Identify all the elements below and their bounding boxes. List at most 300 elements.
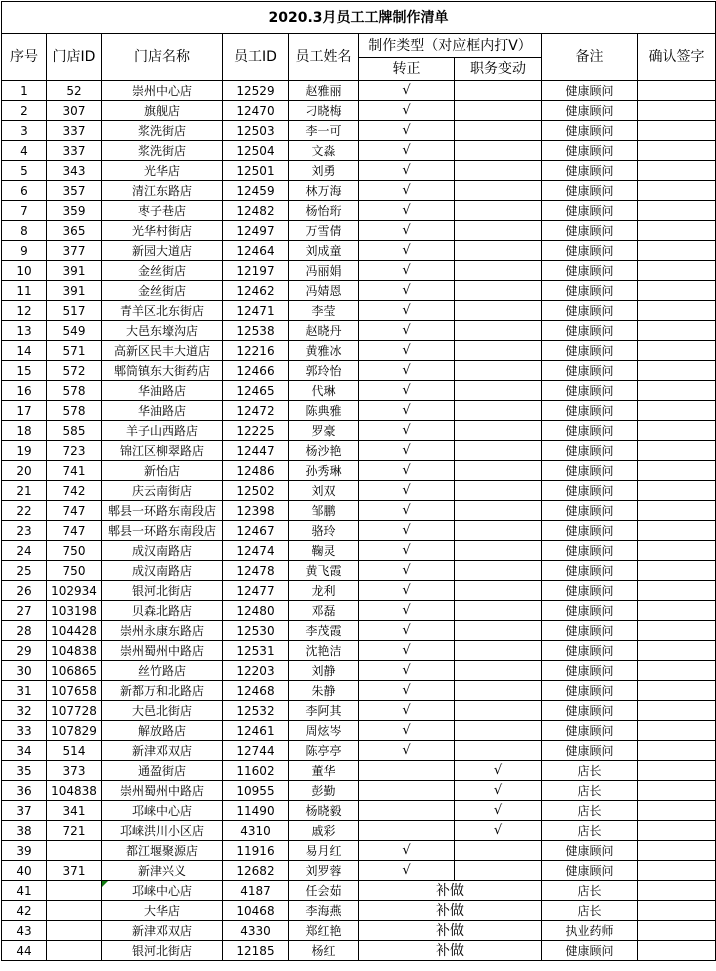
cell-emp-id[interactable]: 12530: [223, 621, 289, 641]
cell-emp-name[interactable]: 赵雅丽: [289, 81, 359, 101]
cell-store-id[interactable]: 357: [47, 181, 102, 201]
cell-seq[interactable]: 14: [2, 341, 47, 361]
cell-remark[interactable]: 健康顾问: [542, 621, 638, 641]
cell-store-id[interactable]: 103198: [47, 601, 102, 621]
cell-remark[interactable]: 店长: [542, 901, 638, 921]
cell-store-name[interactable]: 浆洗街店: [102, 121, 223, 141]
cell-emp-id[interactable]: 12502: [223, 481, 289, 501]
cell-seq[interactable]: 43: [2, 921, 47, 941]
cell-type-regular[interactable]: √: [359, 541, 455, 561]
cell-type-regular[interactable]: √: [359, 81, 455, 101]
cell-seq[interactable]: 6: [2, 181, 47, 201]
cell-emp-id[interactable]: 11916: [223, 841, 289, 861]
cell-confirm[interactable]: [638, 341, 716, 361]
cell-type-change[interactable]: [455, 121, 542, 141]
cell-confirm[interactable]: [638, 781, 716, 801]
cell-emp-name[interactable]: 郑红艳: [289, 921, 359, 941]
cell-store-id[interactable]: 371: [47, 861, 102, 881]
cell-type-regular[interactable]: [359, 821, 455, 841]
cell-store-id[interactable]: 747: [47, 501, 102, 521]
cell-confirm[interactable]: [638, 481, 716, 501]
cell-store-id[interactable]: 107829: [47, 721, 102, 741]
cell-confirm[interactable]: [638, 381, 716, 401]
cell-remark[interactable]: 店长: [542, 821, 638, 841]
cell-remark[interactable]: 健康顾问: [542, 641, 638, 661]
cell-remark[interactable]: 健康顾问: [542, 721, 638, 741]
cell-store-name[interactable]: 解放路店: [102, 721, 223, 741]
cell-store-name[interactable]: 通盈街店: [102, 761, 223, 781]
cell-type-change[interactable]: √: [455, 761, 542, 781]
cell-type-change[interactable]: [455, 701, 542, 721]
cell-emp-name[interactable]: 李海燕: [289, 901, 359, 921]
cell-type-regular[interactable]: √: [359, 661, 455, 681]
cell-type-regular[interactable]: √: [359, 441, 455, 461]
cell-emp-name[interactable]: 冯婧恩: [289, 281, 359, 301]
cell-confirm[interactable]: [638, 81, 716, 101]
cell-type-change[interactable]: [455, 721, 542, 741]
cell-confirm[interactable]: [638, 661, 716, 681]
cell-store-id[interactable]: 365: [47, 221, 102, 241]
cell-confirm[interactable]: [638, 521, 716, 541]
cell-seq[interactable]: 40: [2, 861, 47, 881]
cell-remark[interactable]: 健康顾问: [542, 181, 638, 201]
cell-store-id[interactable]: 107728: [47, 701, 102, 721]
cell-remark[interactable]: 健康顾问: [542, 661, 638, 681]
cell-emp-name[interactable]: 冯丽娟: [289, 261, 359, 281]
cell-seq[interactable]: 12: [2, 301, 47, 321]
cell-remark[interactable]: 健康顾问: [542, 341, 638, 361]
cell-store-id[interactable]: [47, 901, 102, 921]
cell-seq[interactable]: 21: [2, 481, 47, 501]
cell-store-name[interactable]: 新园大道店: [102, 241, 223, 261]
cell-confirm[interactable]: [638, 901, 716, 921]
cell-store-name[interactable]: 新津兴义: [102, 861, 223, 881]
cell-emp-id[interactable]: 12532: [223, 701, 289, 721]
cell-store-id[interactable]: 343: [47, 161, 102, 181]
cell-type-change[interactable]: [455, 481, 542, 501]
cell-store-name[interactable]: 庆云南街店: [102, 481, 223, 501]
cell-type-change[interactable]: [455, 281, 542, 301]
cell-emp-name[interactable]: 赵晓丹: [289, 321, 359, 341]
cell-emp-id[interactable]: 12682: [223, 861, 289, 881]
cell-seq[interactable]: 27: [2, 601, 47, 621]
cell-store-name[interactable]: 银河北街店: [102, 581, 223, 601]
cell-remark[interactable]: 店长: [542, 881, 638, 901]
cell-type-regular[interactable]: √: [359, 161, 455, 181]
cell-seq[interactable]: 20: [2, 461, 47, 481]
cell-remark[interactable]: 健康顾问: [542, 281, 638, 301]
cell-remark[interactable]: 健康顾问: [542, 141, 638, 161]
cell-store-name[interactable]: 大华店: [102, 901, 223, 921]
cell-store-name[interactable]: 青羊区北东街店: [102, 301, 223, 321]
cell-type-change[interactable]: [455, 461, 542, 481]
cell-type-regular[interactable]: √: [359, 401, 455, 421]
cell-confirm[interactable]: [638, 921, 716, 941]
cell-store-id[interactable]: 102934: [47, 581, 102, 601]
cell-remark[interactable]: 健康顾问: [542, 101, 638, 121]
cell-type-regular[interactable]: √: [359, 221, 455, 241]
cell-store-name[interactable]: 崇州蜀州中路店: [102, 641, 223, 661]
cell-store-id[interactable]: 585: [47, 421, 102, 441]
cell-confirm[interactable]: [638, 861, 716, 881]
cell-seq[interactable]: 41: [2, 881, 47, 901]
cell-emp-id[interactable]: 12482: [223, 201, 289, 221]
cell-type-merged[interactable]: 补做: [359, 881, 542, 901]
cell-store-id[interactable]: 106865: [47, 661, 102, 681]
cell-confirm[interactable]: [638, 301, 716, 321]
cell-store-name[interactable]: 崇州中心店: [102, 81, 223, 101]
cell-store-name[interactable]: 羊子山西路店: [102, 421, 223, 441]
cell-store-name[interactable]: 大邑北街店: [102, 701, 223, 721]
cell-seq[interactable]: 16: [2, 381, 47, 401]
cell-emp-id[interactable]: 12486: [223, 461, 289, 481]
cell-seq[interactable]: 29: [2, 641, 47, 661]
cell-emp-name[interactable]: 邓磊: [289, 601, 359, 621]
cell-type-change[interactable]: [455, 681, 542, 701]
cell-type-change[interactable]: [455, 441, 542, 461]
cell-emp-name[interactable]: 李一可: [289, 121, 359, 141]
cell-store-id[interactable]: [47, 941, 102, 961]
cell-type-change[interactable]: [455, 601, 542, 621]
cell-store-id[interactable]: [47, 841, 102, 861]
cell-emp-name[interactable]: 黄雅冰: [289, 341, 359, 361]
cell-type-regular[interactable]: √: [359, 681, 455, 701]
cell-seq[interactable]: 7: [2, 201, 47, 221]
cell-type-regular[interactable]: √: [359, 701, 455, 721]
cell-store-name[interactable]: 新津邓双店: [102, 921, 223, 941]
cell-store-id[interactable]: [47, 881, 102, 901]
cell-remark[interactable]: 执业药师: [542, 921, 638, 941]
cell-confirm[interactable]: [638, 121, 716, 141]
cell-type-change[interactable]: [455, 341, 542, 361]
cell-emp-id[interactable]: 11602: [223, 761, 289, 781]
cell-emp-id[interactable]: 12503: [223, 121, 289, 141]
cell-remark[interactable]: 健康顾问: [542, 401, 638, 421]
cell-emp-name[interactable]: 刘双: [289, 481, 359, 501]
cell-store-id[interactable]: 373: [47, 761, 102, 781]
cell-seq[interactable]: 34: [2, 741, 47, 761]
cell-store-name[interactable]: 邛崃中心店: [102, 801, 223, 821]
cell-type-change[interactable]: [455, 401, 542, 421]
cell-remark[interactable]: 健康顾问: [542, 941, 638, 961]
cell-emp-name[interactable]: 李阿其: [289, 701, 359, 721]
cell-type-change[interactable]: [455, 741, 542, 761]
cell-confirm[interactable]: [638, 321, 716, 341]
cell-emp-name[interactable]: 鞠灵: [289, 541, 359, 561]
cell-remark[interactable]: 健康顾问: [542, 541, 638, 561]
cell-confirm[interactable]: [638, 261, 716, 281]
cell-emp-id[interactable]: 12474: [223, 541, 289, 561]
cell-seq[interactable]: 25: [2, 561, 47, 581]
cell-confirm[interactable]: [638, 721, 716, 741]
cell-confirm[interactable]: [638, 421, 716, 441]
cell-store-id[interactable]: 359: [47, 201, 102, 221]
cell-emp-id[interactable]: 12464: [223, 241, 289, 261]
cell-store-id[interactable]: 377: [47, 241, 102, 261]
cell-emp-id[interactable]: 12185: [223, 941, 289, 961]
cell-seq[interactable]: 32: [2, 701, 47, 721]
cell-confirm[interactable]: [638, 101, 716, 121]
cell-store-id[interactable]: 517: [47, 301, 102, 321]
cell-emp-id[interactable]: 4310: [223, 821, 289, 841]
cell-remark[interactable]: 健康顾问: [542, 261, 638, 281]
cell-type-regular[interactable]: √: [359, 121, 455, 141]
cell-remark[interactable]: 健康顾问: [542, 521, 638, 541]
cell-emp-name[interactable]: 任会茹: [289, 881, 359, 901]
cell-type-regular[interactable]: √: [359, 301, 455, 321]
cell-store-id[interactable]: 578: [47, 401, 102, 421]
cell-type-regular[interactable]: √: [359, 721, 455, 741]
cell-remark[interactable]: 健康顾问: [542, 681, 638, 701]
cell-type-regular[interactable]: √: [359, 641, 455, 661]
cell-store-name[interactable]: 清江东路店: [102, 181, 223, 201]
cell-store-id[interactable]: 307: [47, 101, 102, 121]
cell-type-change[interactable]: [455, 561, 542, 581]
cell-seq[interactable]: 33: [2, 721, 47, 741]
cell-type-change[interactable]: [455, 321, 542, 341]
cell-type-regular[interactable]: √: [359, 241, 455, 261]
cell-remark[interactable]: 健康顾问: [542, 361, 638, 381]
cell-type-change[interactable]: [455, 81, 542, 101]
cell-emp-name[interactable]: 易月红: [289, 841, 359, 861]
cell-store-name[interactable]: 丝竹路店: [102, 661, 223, 681]
cell-store-id[interactable]: 391: [47, 261, 102, 281]
cell-type-change[interactable]: [455, 521, 542, 541]
cell-confirm[interactable]: [638, 741, 716, 761]
cell-seq[interactable]: 3: [2, 121, 47, 141]
cell-emp-name[interactable]: 李莹: [289, 301, 359, 321]
cell-type-regular[interactable]: √: [359, 141, 455, 161]
cell-type-change[interactable]: [455, 501, 542, 521]
cell-emp-name[interactable]: 黄飞霞: [289, 561, 359, 581]
cell-emp-name[interactable]: 彭勤: [289, 781, 359, 801]
cell-seq[interactable]: 4: [2, 141, 47, 161]
cell-confirm[interactable]: [638, 621, 716, 641]
cell-type-change[interactable]: √: [455, 781, 542, 801]
cell-seq[interactable]: 19: [2, 441, 47, 461]
cell-confirm[interactable]: [638, 201, 716, 221]
cell-emp-id[interactable]: 12465: [223, 381, 289, 401]
cell-type-change[interactable]: [455, 421, 542, 441]
cell-emp-name[interactable]: 董华: [289, 761, 359, 781]
cell-type-change[interactable]: [455, 621, 542, 641]
cell-store-id[interactable]: [47, 921, 102, 941]
cell-emp-id[interactable]: 11490: [223, 801, 289, 821]
cell-confirm[interactable]: [638, 581, 716, 601]
cell-remark[interactable]: 健康顾问: [542, 321, 638, 341]
cell-store-name[interactable]: 光华村街店: [102, 221, 223, 241]
cell-emp-name[interactable]: 周炫岑: [289, 721, 359, 741]
cell-remark[interactable]: 健康顾问: [542, 581, 638, 601]
cell-emp-name[interactable]: 罗豪: [289, 421, 359, 441]
cell-remark[interactable]: 健康顾问: [542, 241, 638, 261]
cell-store-name[interactable]: 郫筒镇东大街药店: [102, 361, 223, 381]
cell-store-id[interactable]: 571: [47, 341, 102, 361]
cell-emp-name[interactable]: 沈艳洁: [289, 641, 359, 661]
cell-remark[interactable]: 健康顾问: [542, 861, 638, 881]
cell-confirm[interactable]: [638, 541, 716, 561]
cell-emp-name[interactable]: 骆玲: [289, 521, 359, 541]
cell-remark[interactable]: 健康顾问: [542, 121, 638, 141]
cell-store-name[interactable]: 华油路店: [102, 401, 223, 421]
cell-store-name[interactable]: 新怡店: [102, 461, 223, 481]
cell-emp-id[interactable]: 12531: [223, 641, 289, 661]
cell-store-id[interactable]: 514: [47, 741, 102, 761]
cell-type-change[interactable]: [455, 101, 542, 121]
cell-type-regular[interactable]: √: [359, 861, 455, 881]
cell-remark[interactable]: 店长: [542, 761, 638, 781]
cell-type-regular[interactable]: √: [359, 361, 455, 381]
cell-emp-name[interactable]: 戚彩: [289, 821, 359, 841]
cell-type-regular[interactable]: √: [359, 321, 455, 341]
cell-confirm[interactable]: [638, 941, 716, 961]
cell-remark[interactable]: 健康顾问: [542, 421, 638, 441]
cell-emp-id[interactable]: 12197: [223, 261, 289, 281]
cell-store-name[interactable]: 旗舰店: [102, 101, 223, 121]
cell-store-name[interactable]: 锦江区柳翠路店: [102, 441, 223, 461]
cell-type-regular[interactable]: √: [359, 341, 455, 361]
cell-emp-id[interactable]: 12470: [223, 101, 289, 121]
cell-confirm[interactable]: [638, 281, 716, 301]
cell-confirm[interactable]: [638, 161, 716, 181]
cell-type-change[interactable]: [455, 161, 542, 181]
cell-confirm[interactable]: [638, 441, 716, 461]
cell-type-merged[interactable]: 补做: [359, 941, 542, 961]
cell-remark[interactable]: 健康顾问: [542, 161, 638, 181]
cell-type-change[interactable]: [455, 541, 542, 561]
cell-remark[interactable]: 店长: [542, 801, 638, 821]
cell-emp-id[interactable]: 12461: [223, 721, 289, 741]
cell-seq[interactable]: 9: [2, 241, 47, 261]
cell-store-id[interactable]: 721: [47, 821, 102, 841]
cell-confirm[interactable]: [638, 141, 716, 161]
cell-emp-name[interactable]: 刘勇: [289, 161, 359, 181]
cell-confirm[interactable]: [638, 641, 716, 661]
cell-store-id[interactable]: 549: [47, 321, 102, 341]
cell-seq[interactable]: 35: [2, 761, 47, 781]
cell-seq[interactable]: 17: [2, 401, 47, 421]
cell-emp-name[interactable]: 林万海: [289, 181, 359, 201]
cell-type-merged[interactable]: 补做: [359, 921, 542, 941]
cell-confirm[interactable]: [638, 681, 716, 701]
cell-emp-id[interactable]: 12203: [223, 661, 289, 681]
cell-seq[interactable]: 30: [2, 661, 47, 681]
cell-emp-id[interactable]: 12504: [223, 141, 289, 161]
cell-type-change[interactable]: [455, 141, 542, 161]
cell-emp-id[interactable]: 12477: [223, 581, 289, 601]
cell-store-id[interactable]: 104838: [47, 781, 102, 801]
cell-store-name[interactable]: 都江堰聚源店: [102, 841, 223, 861]
cell-type-change[interactable]: [455, 221, 542, 241]
cell-type-regular[interactable]: √: [359, 101, 455, 121]
cell-type-regular[interactable]: √: [359, 561, 455, 581]
cell-seq[interactable]: 42: [2, 901, 47, 921]
cell-type-regular[interactable]: √: [359, 581, 455, 601]
cell-type-change[interactable]: [455, 661, 542, 681]
cell-store-name[interactable]: 郫县一环路东南段店: [102, 521, 223, 541]
cell-remark[interactable]: 健康顾问: [542, 461, 638, 481]
cell-seq[interactable]: 39: [2, 841, 47, 861]
cell-store-id[interactable]: 337: [47, 141, 102, 161]
cell-seq[interactable]: 44: [2, 941, 47, 961]
cell-store-name[interactable]: 金丝街店: [102, 261, 223, 281]
cell-emp-name[interactable]: 郭玲怡: [289, 361, 359, 381]
cell-seq[interactable]: 37: [2, 801, 47, 821]
cell-store-name[interactable]: 成汉南路店: [102, 541, 223, 561]
cell-emp-id[interactable]: 4330: [223, 921, 289, 941]
cell-seq[interactable]: 26: [2, 581, 47, 601]
cell-emp-id[interactable]: 12744: [223, 741, 289, 761]
cell-emp-name[interactable]: 龙利: [289, 581, 359, 601]
cell-confirm[interactable]: [638, 761, 716, 781]
cell-type-regular[interactable]: [359, 761, 455, 781]
cell-emp-name[interactable]: 朱静: [289, 681, 359, 701]
cell-emp-name[interactable]: 孙秀琳: [289, 461, 359, 481]
cell-type-change[interactable]: [455, 641, 542, 661]
cell-seq[interactable]: 2: [2, 101, 47, 121]
cell-confirm[interactable]: [638, 841, 716, 861]
cell-seq[interactable]: 31: [2, 681, 47, 701]
cell-confirm[interactable]: [638, 241, 716, 261]
cell-emp-name[interactable]: 万雪倩: [289, 221, 359, 241]
cell-seq[interactable]: 22: [2, 501, 47, 521]
cell-type-change[interactable]: [455, 861, 542, 881]
cell-type-regular[interactable]: √: [359, 461, 455, 481]
cell-emp-id[interactable]: 12478: [223, 561, 289, 581]
cell-confirm[interactable]: [638, 881, 716, 901]
cell-emp-id[interactable]: 12462: [223, 281, 289, 301]
cell-store-name[interactable]: 成汉南路店: [102, 561, 223, 581]
cell-remark[interactable]: 健康顾问: [542, 701, 638, 721]
cell-emp-id[interactable]: 12497: [223, 221, 289, 241]
cell-store-id[interactable]: 742: [47, 481, 102, 501]
cell-remark[interactable]: 健康顾问: [542, 741, 638, 761]
cell-type-regular[interactable]: √: [359, 181, 455, 201]
cell-type-merged[interactable]: 补做: [359, 901, 542, 921]
cell-store-name[interactable]: 高新区民丰大道店: [102, 341, 223, 361]
cell-type-regular[interactable]: [359, 781, 455, 801]
cell-emp-id[interactable]: 12466: [223, 361, 289, 381]
cell-emp-name[interactable]: 陈典雅: [289, 401, 359, 421]
cell-store-name[interactable]: 邛崃中心店: [102, 881, 223, 901]
cell-store-id[interactable]: 104838: [47, 641, 102, 661]
cell-remark[interactable]: 健康顾问: [542, 441, 638, 461]
cell-confirm[interactable]: [638, 401, 716, 421]
cell-emp-name[interactable]: 刘罗蓉: [289, 861, 359, 881]
cell-store-id[interactable]: 578: [47, 381, 102, 401]
cell-remark[interactable]: 健康顾问: [542, 561, 638, 581]
cell-emp-id[interactable]: 12471: [223, 301, 289, 321]
cell-emp-name[interactable]: 刁晓梅: [289, 101, 359, 121]
cell-emp-id[interactable]: 12216: [223, 341, 289, 361]
cell-store-name[interactable]: 光华店: [102, 161, 223, 181]
cell-seq[interactable]: 15: [2, 361, 47, 381]
cell-store-name[interactable]: 金丝街店: [102, 281, 223, 301]
cell-type-change[interactable]: [455, 841, 542, 861]
cell-store-name[interactable]: 银河北街店: [102, 941, 223, 961]
cell-store-name[interactable]: 崇州蜀州中路店: [102, 781, 223, 801]
cell-emp-id[interactable]: 10955: [223, 781, 289, 801]
cell-confirm[interactable]: [638, 461, 716, 481]
cell-type-change[interactable]: [455, 261, 542, 281]
cell-seq[interactable]: 8: [2, 221, 47, 241]
cell-emp-name[interactable]: 杨红: [289, 941, 359, 961]
cell-store-id[interactable]: 341: [47, 801, 102, 821]
cell-type-regular[interactable]: [359, 801, 455, 821]
cell-emp-id[interactable]: 10468: [223, 901, 289, 921]
cell-store-id[interactable]: 52: [47, 81, 102, 101]
cell-emp-name[interactable]: 文淼: [289, 141, 359, 161]
